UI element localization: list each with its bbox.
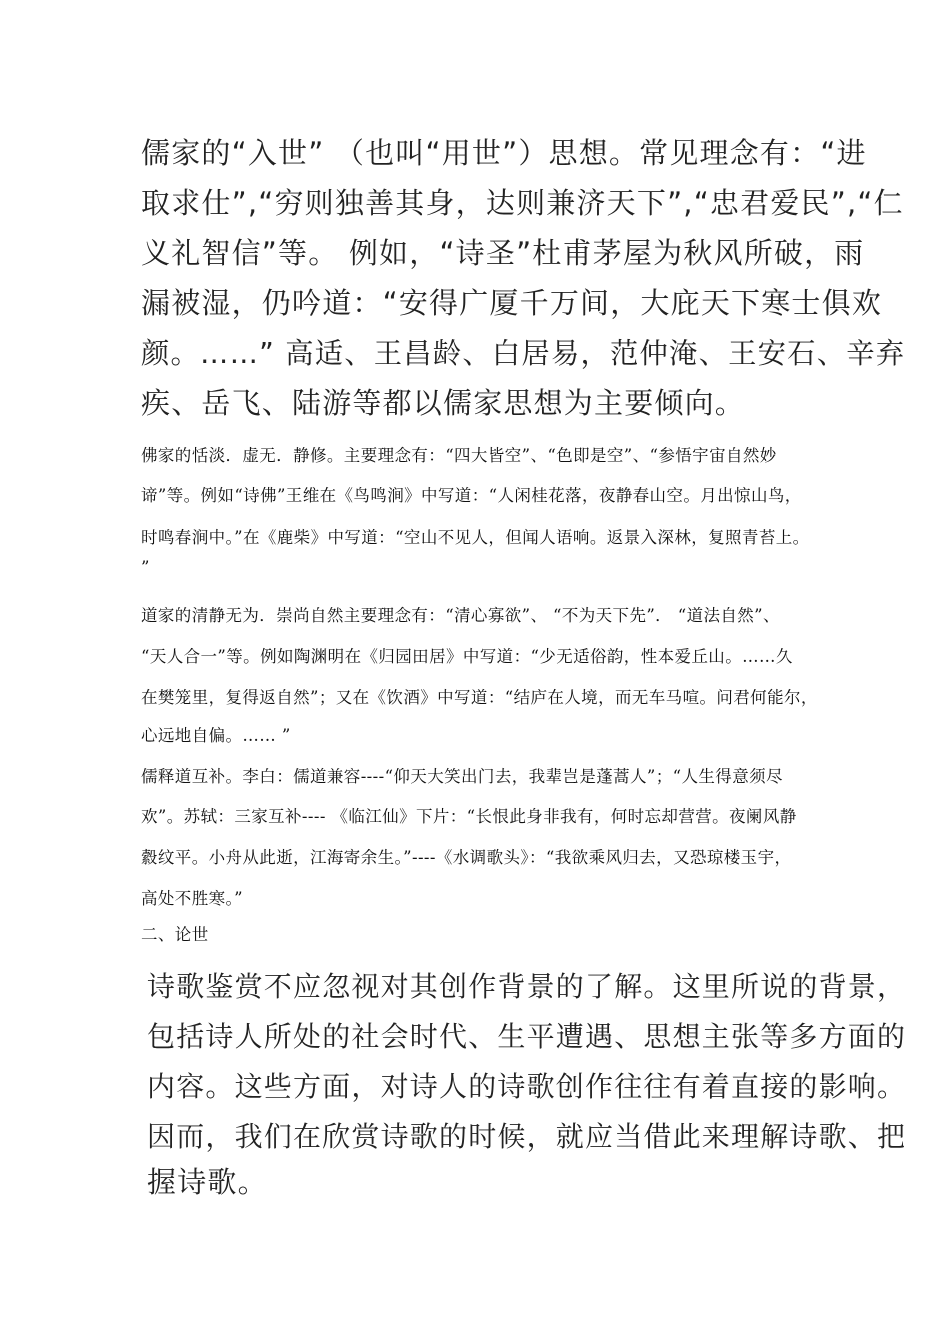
confucian-line: 儒家的“入世” （也叫“用世”）思想。常见理念有：“进 [141, 136, 867, 170]
background-line: 包括诗人所处的社会时代、生平遭遇、思想主张等多方面的 [147, 1020, 907, 1053]
background-line: 内容。这些方面，对诗人的诗歌创作往往有着直接的影响。 [147, 1070, 907, 1103]
confucian-line: 义礼智信”等。 例如，“诗圣”杜甫茅屋为秋风所破，雨 [141, 236, 865, 270]
combined-line: 欢”。苏轼：三家互补---- 《临江仙》下片：“长恨此身非我有，何时忘却营营。夜阑风静 [141, 807, 797, 826]
background-line: 诗歌鉴赏不应忽视对其创作背景的了解。这里所说的背景， [147, 970, 907, 1003]
combined-line: 儒释道互补。李白：儒道兼容----“仰天大笑出门去，我辈岂是蓬蒿人”；“人生得意须尽 [141, 767, 783, 786]
taoist-line: “天人合一”等。例如陶渊明在《归园田居》中写道：“少无适俗韵，性本爱丘山。……久 [141, 647, 793, 666]
taoist-line: 心远地自偏。…… ” [141, 726, 291, 745]
combined-line: 高处不胜寒。” [141, 889, 243, 908]
section-heading: 二、论世 [141, 925, 209, 944]
confucian-line: 颜。……” 高适、王昌龄、白居易，范仲淹、王安石、辛弃 [141, 337, 906, 370]
confucian-line: 取求仕”,“穷则独善其身，达则兼济天下”,“忠君爱民”,“仁 [141, 186, 904, 220]
buddhist-line: 佛家的恬淡．虚无．静修。主要理念有：“四大皆空”、“色即是空”、“参悟宇宙自然妙 [141, 446, 777, 465]
background-line: 因而，我们在欣赏诗歌的时候，就应当借此来理解诗歌、把 [147, 1120, 907, 1153]
combined-line: 縠纹平。小舟从此逝，江海寄余生。”----《水调歌头》：“我欲乘风归去，又恐琼楼玉宇， [141, 848, 792, 867]
buddhist-line: ” [141, 558, 150, 577]
taoist-line: 道家的清静无为．崇尚自然主要理念有：“清心寡欲”、 “不为天下先”． “道法自然”、 [141, 606, 780, 625]
confucian-line: 漏被湿，仍吟道：“安得广厦千万间，大庇天下寒士俱欢 [141, 286, 883, 320]
background-line: 握诗歌。 [147, 1165, 268, 1199]
buddhist-line: 时鸣春涧中。”在《鹿柴》中写道：“空山不见人，但闻人语响。返景入深林，复照青苔上。 [141, 528, 810, 547]
buddhist-line: 谛”等。例如“诗佛”王维在《鸟鸣涧》中写道：“人闲桂花落，夜静春山空。月出惊山鸟， [141, 486, 802, 505]
taoist-line: 在樊笼里，复得返自然”；又在《饮酒》中写道：“结庐在人境，而无车马喧。问君何能尔， [141, 688, 818, 707]
confucian-line: 疾、岳飞、陆游等都以儒家思想为主要倾向。 [141, 386, 746, 420]
